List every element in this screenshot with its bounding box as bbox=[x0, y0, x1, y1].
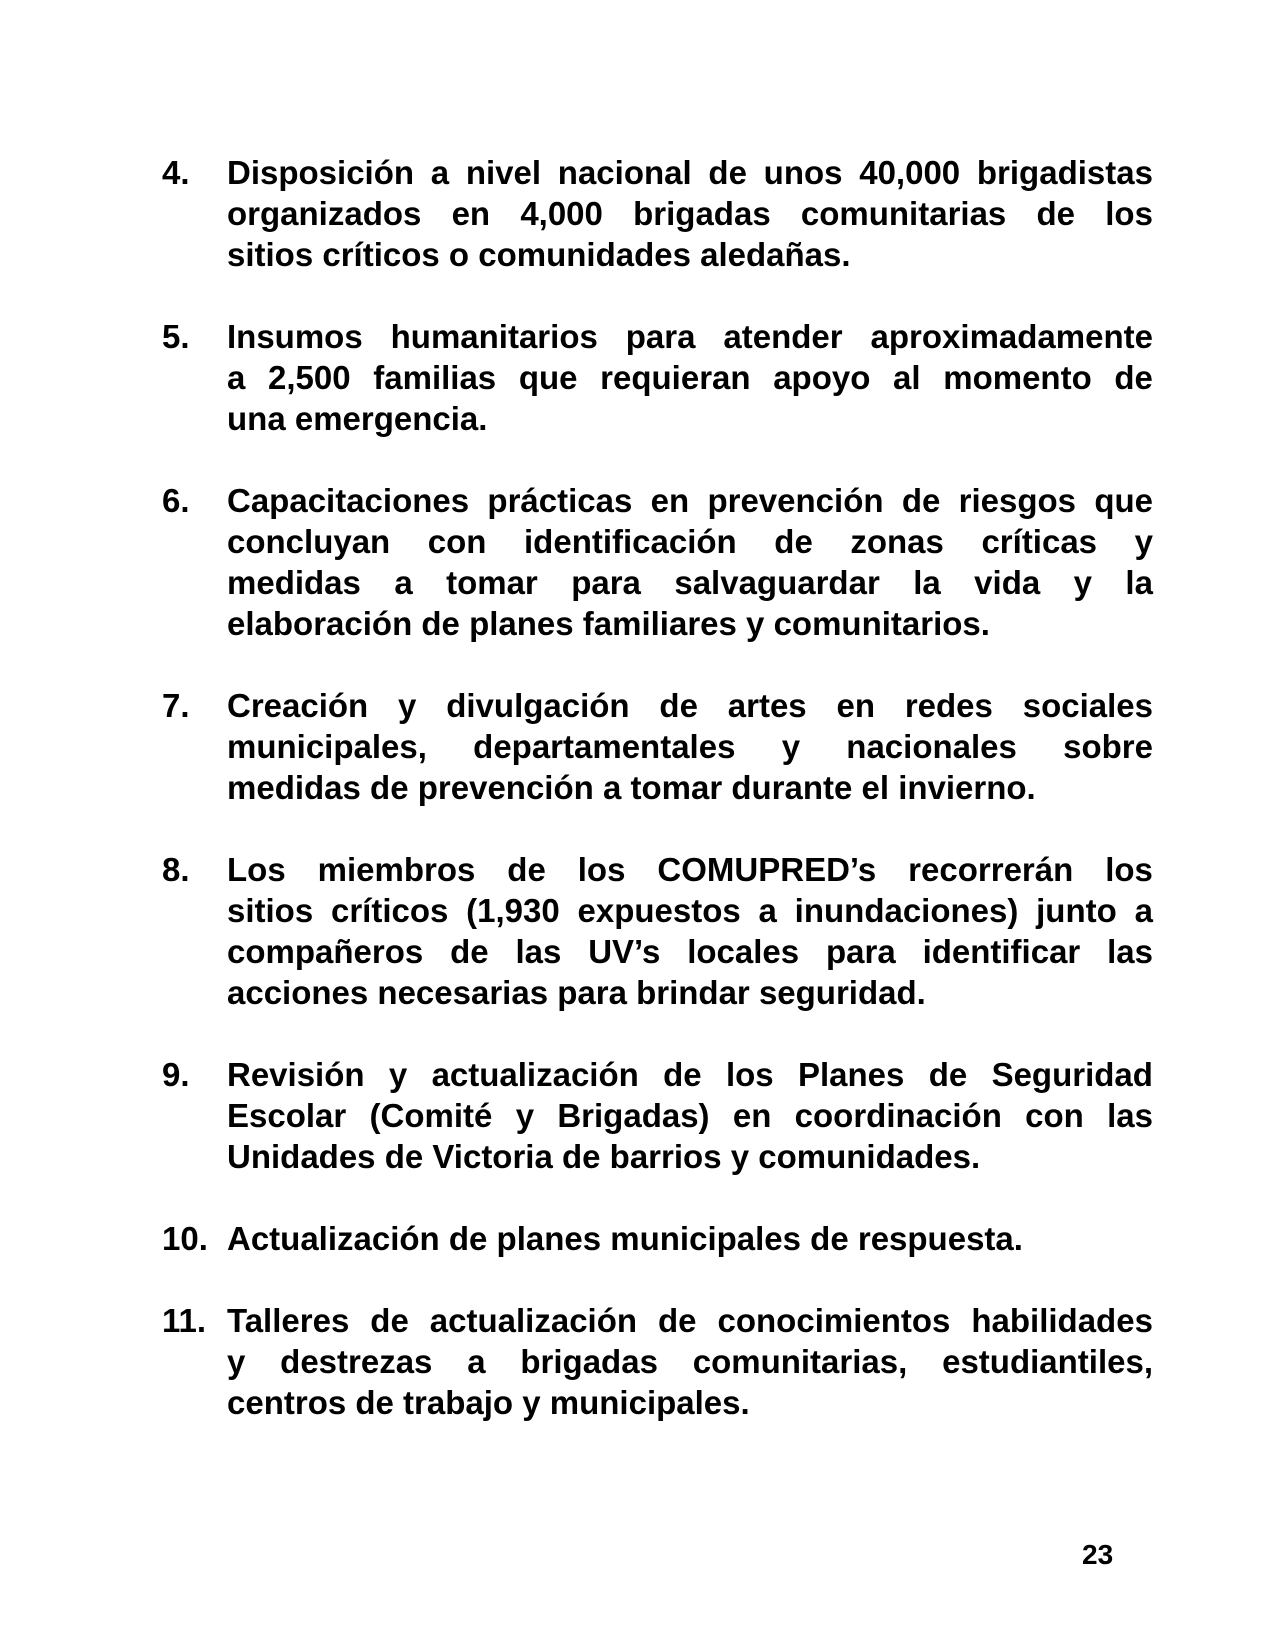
item-text-line: sitios críticos (1,930 expuestos a inundaciones) junto a bbox=[227, 892, 1153, 929]
item-text-line: Actualización de planes municipales de respuesta. bbox=[227, 1220, 1023, 1257]
item-number: 5. bbox=[162, 318, 190, 355]
item-text-line: Creación y divulgación de artes en redes sociales bbox=[227, 687, 1153, 724]
list-item bbox=[162, 685, 1153, 808]
item-number: 7. bbox=[162, 687, 190, 724]
item-text-line: compañeros de las UV’s locales para identificar las bbox=[227, 933, 1153, 970]
item-number: 11. bbox=[162, 1302, 207, 1339]
numbered-list bbox=[162, 152, 1153, 1423]
item-text-line: concluyan con identificación de zonas críticas y bbox=[227, 523, 1153, 560]
list-item bbox=[162, 1300, 1153, 1423]
item-number: 6. bbox=[162, 482, 190, 519]
item-text bbox=[227, 1218, 1153, 1259]
item-number: 9. bbox=[162, 1056, 190, 1093]
item-text bbox=[227, 1300, 1153, 1423]
item-text-line: a 2,500 familias que requieran apoyo al momento de bbox=[227, 359, 1153, 396]
item-text-line: organizados en 4,000 brigadas comunitarias de los bbox=[227, 195, 1153, 232]
list-item bbox=[162, 849, 1153, 1013]
item-text-line: centros de trabajo y municipales. bbox=[227, 1384, 750, 1421]
item-text-line: Los miembros de los COMUPRED’s recorrerán los bbox=[227, 851, 1153, 888]
item-text-line: Disposición a nivel nacional de unos 40,000 brigadistas bbox=[227, 154, 1153, 191]
item-text bbox=[227, 152, 1153, 275]
item-text-line: Insumos humanitarios para atender aproximadamente bbox=[227, 318, 1153, 355]
item-number: 8. bbox=[162, 851, 190, 888]
item-text bbox=[227, 685, 1153, 808]
list-item bbox=[162, 316, 1153, 439]
item-text-line: Capacitaciones prácticas en prevención de riesgos que bbox=[227, 482, 1153, 519]
item-number: 10. bbox=[162, 1220, 208, 1257]
item-text-line: Talleres de actualización de conocimientos habilidades bbox=[227, 1302, 1153, 1339]
item-text-line: medidas de prevención a tomar durante el invierno. bbox=[227, 769, 1036, 806]
item-text-line: medidas a tomar para salvaguardar la vida y la bbox=[227, 564, 1153, 601]
item-text-line: elaboración de planes familiares y comunitarios. bbox=[227, 605, 990, 642]
item-text bbox=[227, 480, 1153, 644]
item-text bbox=[227, 1054, 1153, 1177]
page-number: 23 bbox=[1082, 1539, 1114, 1570]
item-text-line: Unidades de Victoria de barrios y comunidades. bbox=[227, 1138, 981, 1175]
item-text bbox=[227, 849, 1153, 1013]
item-text-line: Escolar (Comité y Brigadas) en coordinación con las bbox=[227, 1097, 1153, 1134]
list-item bbox=[162, 480, 1153, 644]
list-item bbox=[162, 152, 1153, 275]
item-text-line: acciones necesarias para brindar seguridad. bbox=[227, 974, 926, 1011]
list-item bbox=[162, 1218, 1153, 1259]
list-item bbox=[162, 1054, 1153, 1177]
item-text bbox=[227, 316, 1153, 439]
item-number: 4. bbox=[162, 154, 190, 191]
item-text-line: municipales, departamentales y nacionales sobre bbox=[227, 728, 1153, 765]
item-text-line: sitios críticos o comunidades aledañas. bbox=[227, 236, 851, 273]
item-text-line: y destrezas a brigadas comunitarias, estudiantiles, bbox=[227, 1343, 1153, 1380]
item-text-line: una emergencia. bbox=[227, 400, 488, 437]
item-text-line: Revisión y actualización de los Planes de Seguridad bbox=[227, 1056, 1153, 1093]
